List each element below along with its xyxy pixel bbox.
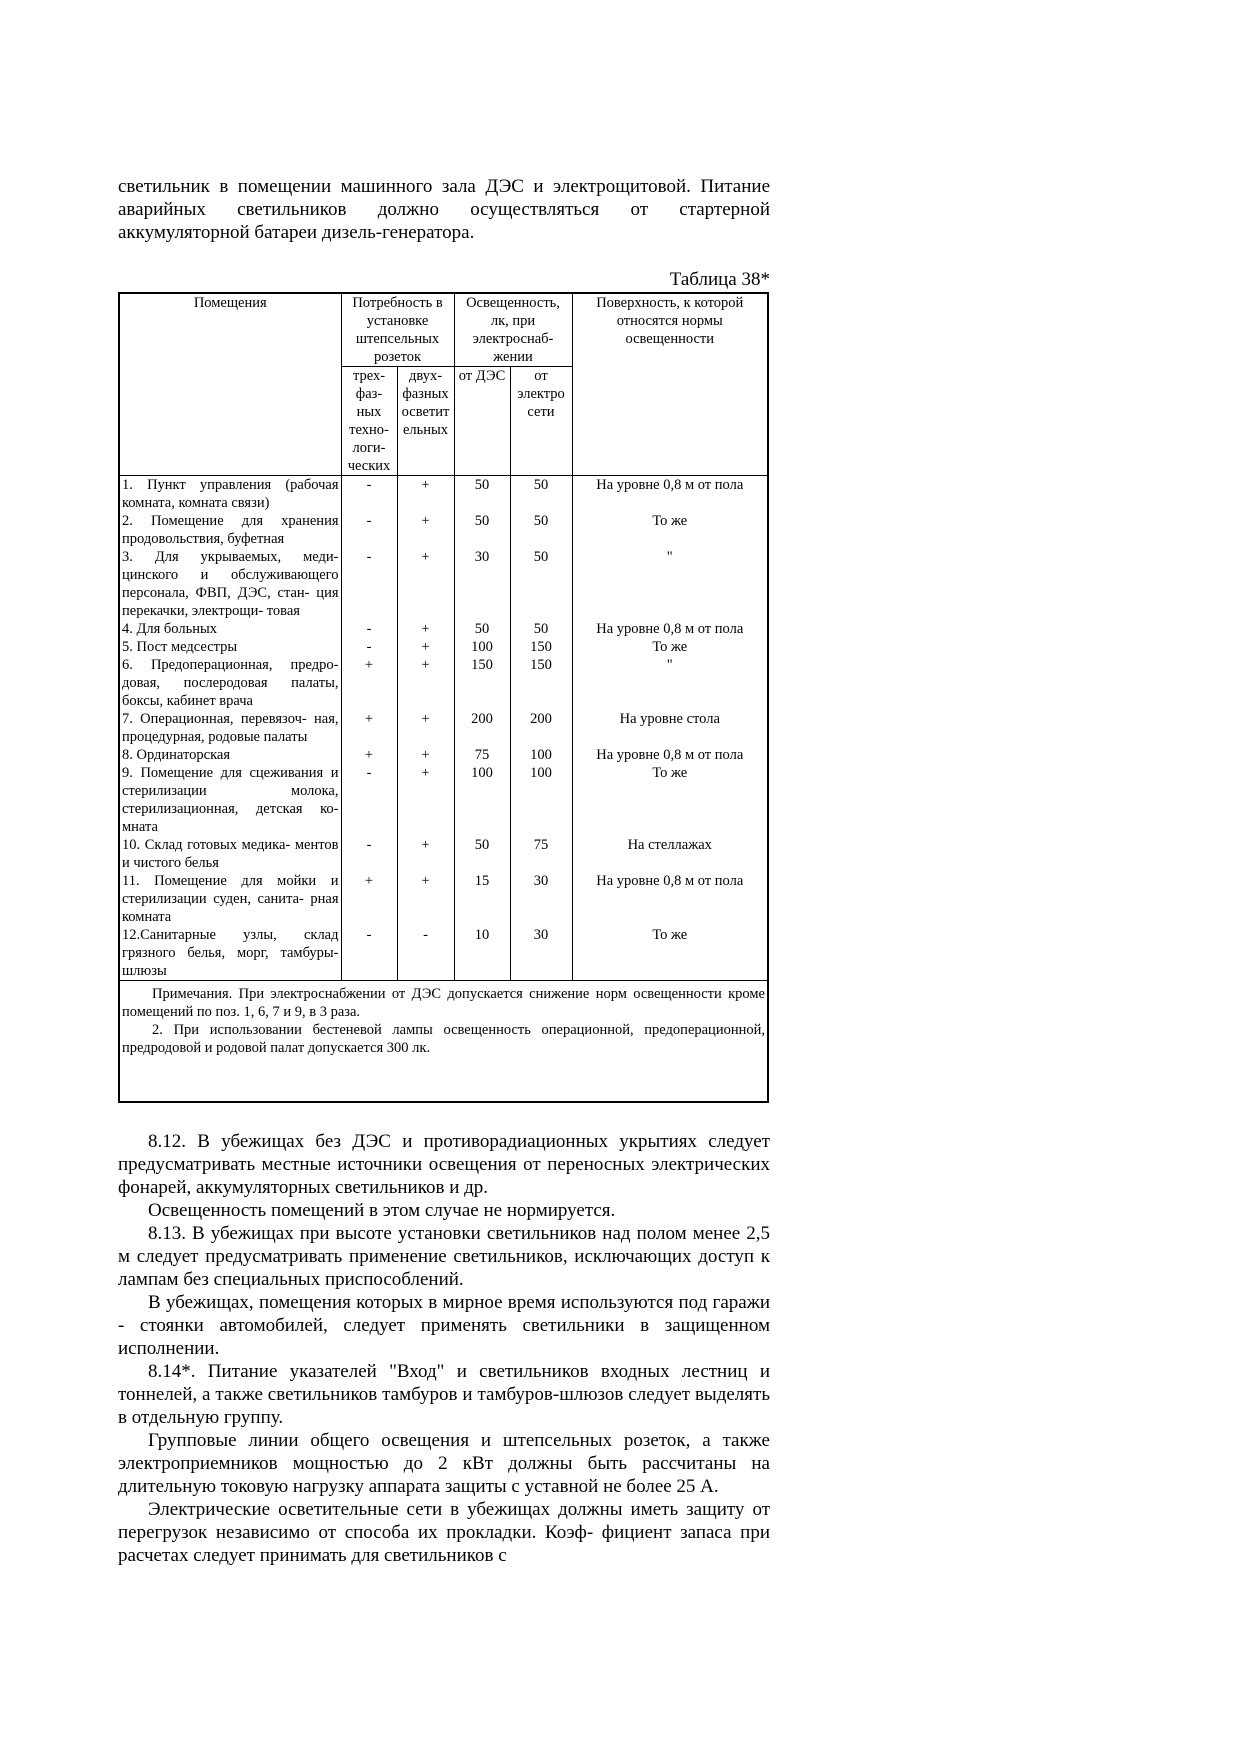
grid-value: 50 (510, 620, 572, 638)
three-phase-value: - (341, 548, 397, 620)
room-name: 9. Помещение для сцеживания и стерилизации молока, стерилизационная, детская ко- мната (122, 765, 339, 835)
three-phase-value: - (341, 638, 397, 656)
main-text (118, 1130, 770, 1567)
surface-value: " (572, 656, 767, 710)
three-phase-value: - (341, 476, 397, 513)
paragraph: 8.13. В убежищах при высоте установки светильников над полом менее 2,5 м следует предусматривать применение светильников, исключающих доступ к лампам без специальных приспособлений. (118, 1223, 770, 1290)
paragraph: 8.12. В убежищах без ДЭС и противорадиационных укрытиях следует предусматривать местные источники освещения от переносных электрических фонарей, аккумуляторных светильников и др. (118, 1131, 770, 1198)
two-wire-value: + (397, 836, 454, 872)
surface-value: То же (572, 926, 767, 980)
table-row (120, 836, 767, 872)
des-value: 50 (454, 836, 510, 872)
two-wire-value: + (397, 476, 454, 513)
grid-value: 50 (510, 512, 572, 548)
header-two-wire: двух- фазных осветит ельных (397, 367, 454, 476)
grid-value: 150 (510, 656, 572, 710)
two-wire-value: + (397, 638, 454, 656)
surface-value: То же (572, 512, 767, 548)
surface-value: На уровне стола (572, 710, 767, 746)
des-value: 50 (454, 512, 510, 548)
two-wire-value: + (397, 656, 454, 710)
two-wire-value: + (397, 710, 454, 746)
des-value: 200 (454, 710, 510, 746)
table-row (120, 926, 767, 980)
header-sockets: Потребность в установке штепсельных розеток (341, 294, 454, 367)
table-row (120, 764, 767, 836)
header-rooms: Помещения (120, 294, 341, 476)
grid-value: 50 (510, 548, 572, 620)
room-name: 8. Ординаторская (122, 747, 230, 763)
room-name: 6. Предоперационная, предро- довая, послеродовая палаты, боксы, кабинет врача (122, 657, 339, 709)
two-wire-value: + (397, 620, 454, 638)
des-value: 30 (454, 548, 510, 620)
three-phase-value: + (341, 746, 397, 764)
des-value: 150 (454, 656, 510, 710)
room-name: 4. Для больных (122, 621, 217, 637)
table-row (120, 746, 767, 764)
room-name: 10. Склад готовых медика- ментов и чистого белья (122, 837, 339, 871)
room-name: 11. Помещение для мойки и стерилизации суден, санита- рная комната (122, 873, 339, 925)
des-value: 10 (454, 926, 510, 980)
two-wire-value: + (397, 548, 454, 620)
header-from-des: от ДЭС (454, 367, 510, 476)
three-phase-value: + (341, 656, 397, 710)
header-surface: Поверхность, к которой относятся нормы освещенности (572, 294, 767, 476)
two-wire-value: + (397, 872, 454, 926)
surface-value: То же (572, 638, 767, 656)
surface-value: На уровне 0,8 м от пола (572, 746, 767, 764)
des-value: 15 (454, 872, 510, 926)
des-value: 100 (454, 764, 510, 836)
table-row (120, 638, 767, 656)
surface-value: То же (572, 764, 767, 836)
paragraph: Групповые линии общего освещения и штепсельных розеток, а также электроприемников мощностью до 2 кВт должны быть рассчитаны на длительную токовую нагрузку аппарата защиты с уставной не более 25 А. (118, 1430, 770, 1497)
room-name: 12.Санитарные узлы, склад грязного белья, морг, тамбуры- шлюзы (122, 927, 339, 979)
grid-value: 200 (510, 710, 572, 746)
surface-value: На стеллажах (572, 836, 767, 872)
two-wire-value: + (397, 746, 454, 764)
intro-paragraph: светильник в помещении машинного зала ДЭС и электрощитовой. Питание аварийных светильников должно осуществляться от стартерной аккумуляторной батареи дизель-генератора. (118, 176, 770, 243)
table-note: Примечания. При электроснабжении от ДЭС допускается снижение норм освещенности кроме помещений по поз. 1, 6, 7 и 9, в 3 раза. (122, 986, 765, 1020)
grid-value: 100 (510, 746, 572, 764)
two-wire-value: + (397, 512, 454, 548)
table-notes (120, 980, 767, 1057)
surface-value: На уровне 0,8 м от пола (572, 476, 767, 513)
grid-value: 30 (510, 926, 572, 980)
table-row (120, 512, 767, 548)
three-phase-value: + (341, 872, 397, 926)
grid-value: 100 (510, 764, 572, 836)
table-caption: Таблица 38* (669, 269, 770, 290)
des-value: 50 (454, 476, 510, 513)
grid-value: 50 (510, 476, 572, 513)
three-phase-value: - (341, 620, 397, 638)
two-wire-value: + (397, 764, 454, 836)
table-row (120, 476, 767, 513)
table-row (120, 548, 767, 620)
room-name: 7. Операционная, перевязоч- ная, процедурная, родовые палаты (122, 711, 339, 745)
room-name: 3. Для укрываемых, меди- цинского и обслуживающего персонала, ФВП, ДЭС, стан- ция перекачки, электрощи- товая (122, 549, 339, 619)
three-phase-value: - (341, 926, 397, 980)
lighting-norms-table (118, 292, 769, 1103)
paragraph: Электрические осветительные сети в убежищах должны иметь защиту от перегрузок независимо от способа их прокладки. Коэф- фициент запаса при расчетах следует принимать для светильников с (118, 1499, 770, 1566)
des-value: 50 (454, 620, 510, 638)
paragraph: В убежищах, помещения которых в мирное время используются под гаражи - стоянки автомобилей, следует применять светильники в защищенном исполнении. (118, 1292, 770, 1359)
paragraph: 8.14*. Питание указателей "Вход" и светильников входных лестниц и тоннелей, а также светильников тамбуров и тамбуров-шлюзов следует выделять в отдельную группу. (118, 1361, 770, 1428)
des-value: 100 (454, 638, 510, 656)
three-phase-value: - (341, 512, 397, 548)
grid-value: 75 (510, 836, 572, 872)
table-body (120, 476, 767, 981)
three-phase-value: + (341, 710, 397, 746)
room-name: 2. Помещение для хранения продовольствия, буфетная (122, 513, 339, 547)
room-name: 1. Пункт управления (рабочая комната, комната связи) (122, 477, 339, 511)
room-name: 5. Пост медсестры (122, 639, 238, 655)
surface-value: " (572, 548, 767, 620)
des-value: 75 (454, 746, 510, 764)
surface-value: На уровне 0,8 м от пола (572, 872, 767, 926)
grid-value: 150 (510, 638, 572, 656)
header-illuminance: Освещенность, лк, при электроснаб- жении (454, 294, 572, 367)
table-row (120, 710, 767, 746)
three-phase-value: - (341, 764, 397, 836)
surface-value: На уровне 0,8 м от пола (572, 620, 767, 638)
table-row (120, 872, 767, 926)
two-wire-value: - (397, 926, 454, 980)
header-three-phase: трех- фаз- ных техно- логи- ческих (341, 367, 397, 476)
paragraph: Освещенность помещений в этом случае не нормируется. (148, 1200, 616, 1221)
table-note: 2. При использовании бестеневой лампы освещенность операционной, предоперационной, предродовой и родовой палат допускается 300 лк. (122, 1022, 765, 1056)
table-row (120, 656, 767, 710)
three-phase-value: - (341, 836, 397, 872)
grid-value: 30 (510, 872, 572, 926)
header-from-grid: от электро сети (510, 367, 572, 476)
table-row (120, 620, 767, 638)
